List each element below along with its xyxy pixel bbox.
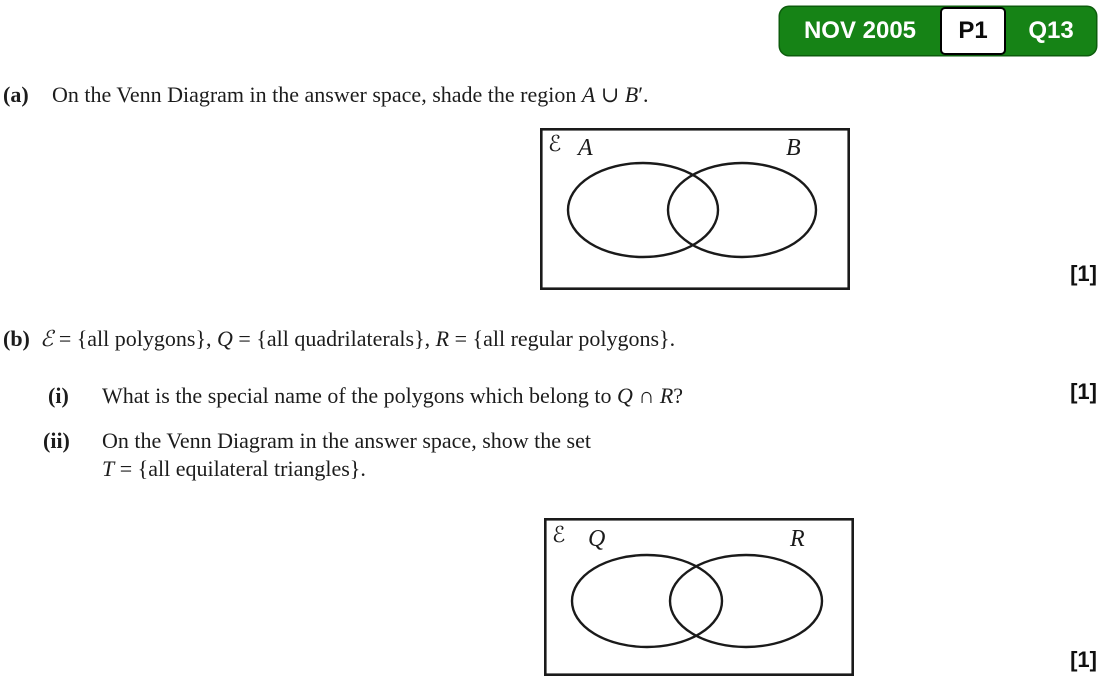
set-a-ellipse <box>568 163 718 257</box>
part-b-ii-label: (ii) <box>43 428 70 453</box>
part-b-ii-text-line2: T = {all equilateral triangles}. <box>102 456 366 481</box>
part-b-i-text: What is the special name of the polygons which belong to Q ∩ R? <box>102 383 684 408</box>
part-b-i-mark: [1] <box>1070 379 1097 404</box>
venn1-universal-label: ℰ <box>548 131 562 156</box>
venn-diagram-a-b <box>540 128 850 290</box>
part-b-i-label: (i) <box>48 383 69 408</box>
part-a-label: (a) <box>3 82 29 107</box>
part-a-mark: [1] <box>1070 261 1097 286</box>
venn-diagram-q-r <box>544 518 854 676</box>
part-b-ii-text-line1: On the Venn Diagram in the answer space, show the set <box>102 428 591 453</box>
venn2-set-q-label: Q <box>588 526 606 552</box>
badge-session: NOV 2005 <box>803 17 917 44</box>
part-b-text: ℰ = {all polygons}, Q = {all quadrilaterals}, R = {all regular polygons}. <box>40 326 676 351</box>
set-r-ellipse <box>670 555 822 647</box>
set-b-ellipse <box>668 163 816 257</box>
badge-question-number: Q13 <box>1028 17 1074 44</box>
part-a-text: On the Venn Diagram in the answer space, shade the region A ∪ B′. <box>52 82 649 107</box>
set-q-ellipse <box>572 555 722 647</box>
venn2-universal-label: ℰ <box>552 522 566 547</box>
part-b-label: (b) <box>3 326 30 351</box>
question-reference-badge <box>780 7 1096 55</box>
part-b-ii-mark: [1] <box>1070 647 1097 672</box>
venn1-set-a-label: A <box>578 135 593 161</box>
venn2-set-r-label: R <box>790 526 805 552</box>
venn1-set-b-label: B <box>786 135 801 161</box>
badge-paper: P1 <box>940 7 1006 55</box>
